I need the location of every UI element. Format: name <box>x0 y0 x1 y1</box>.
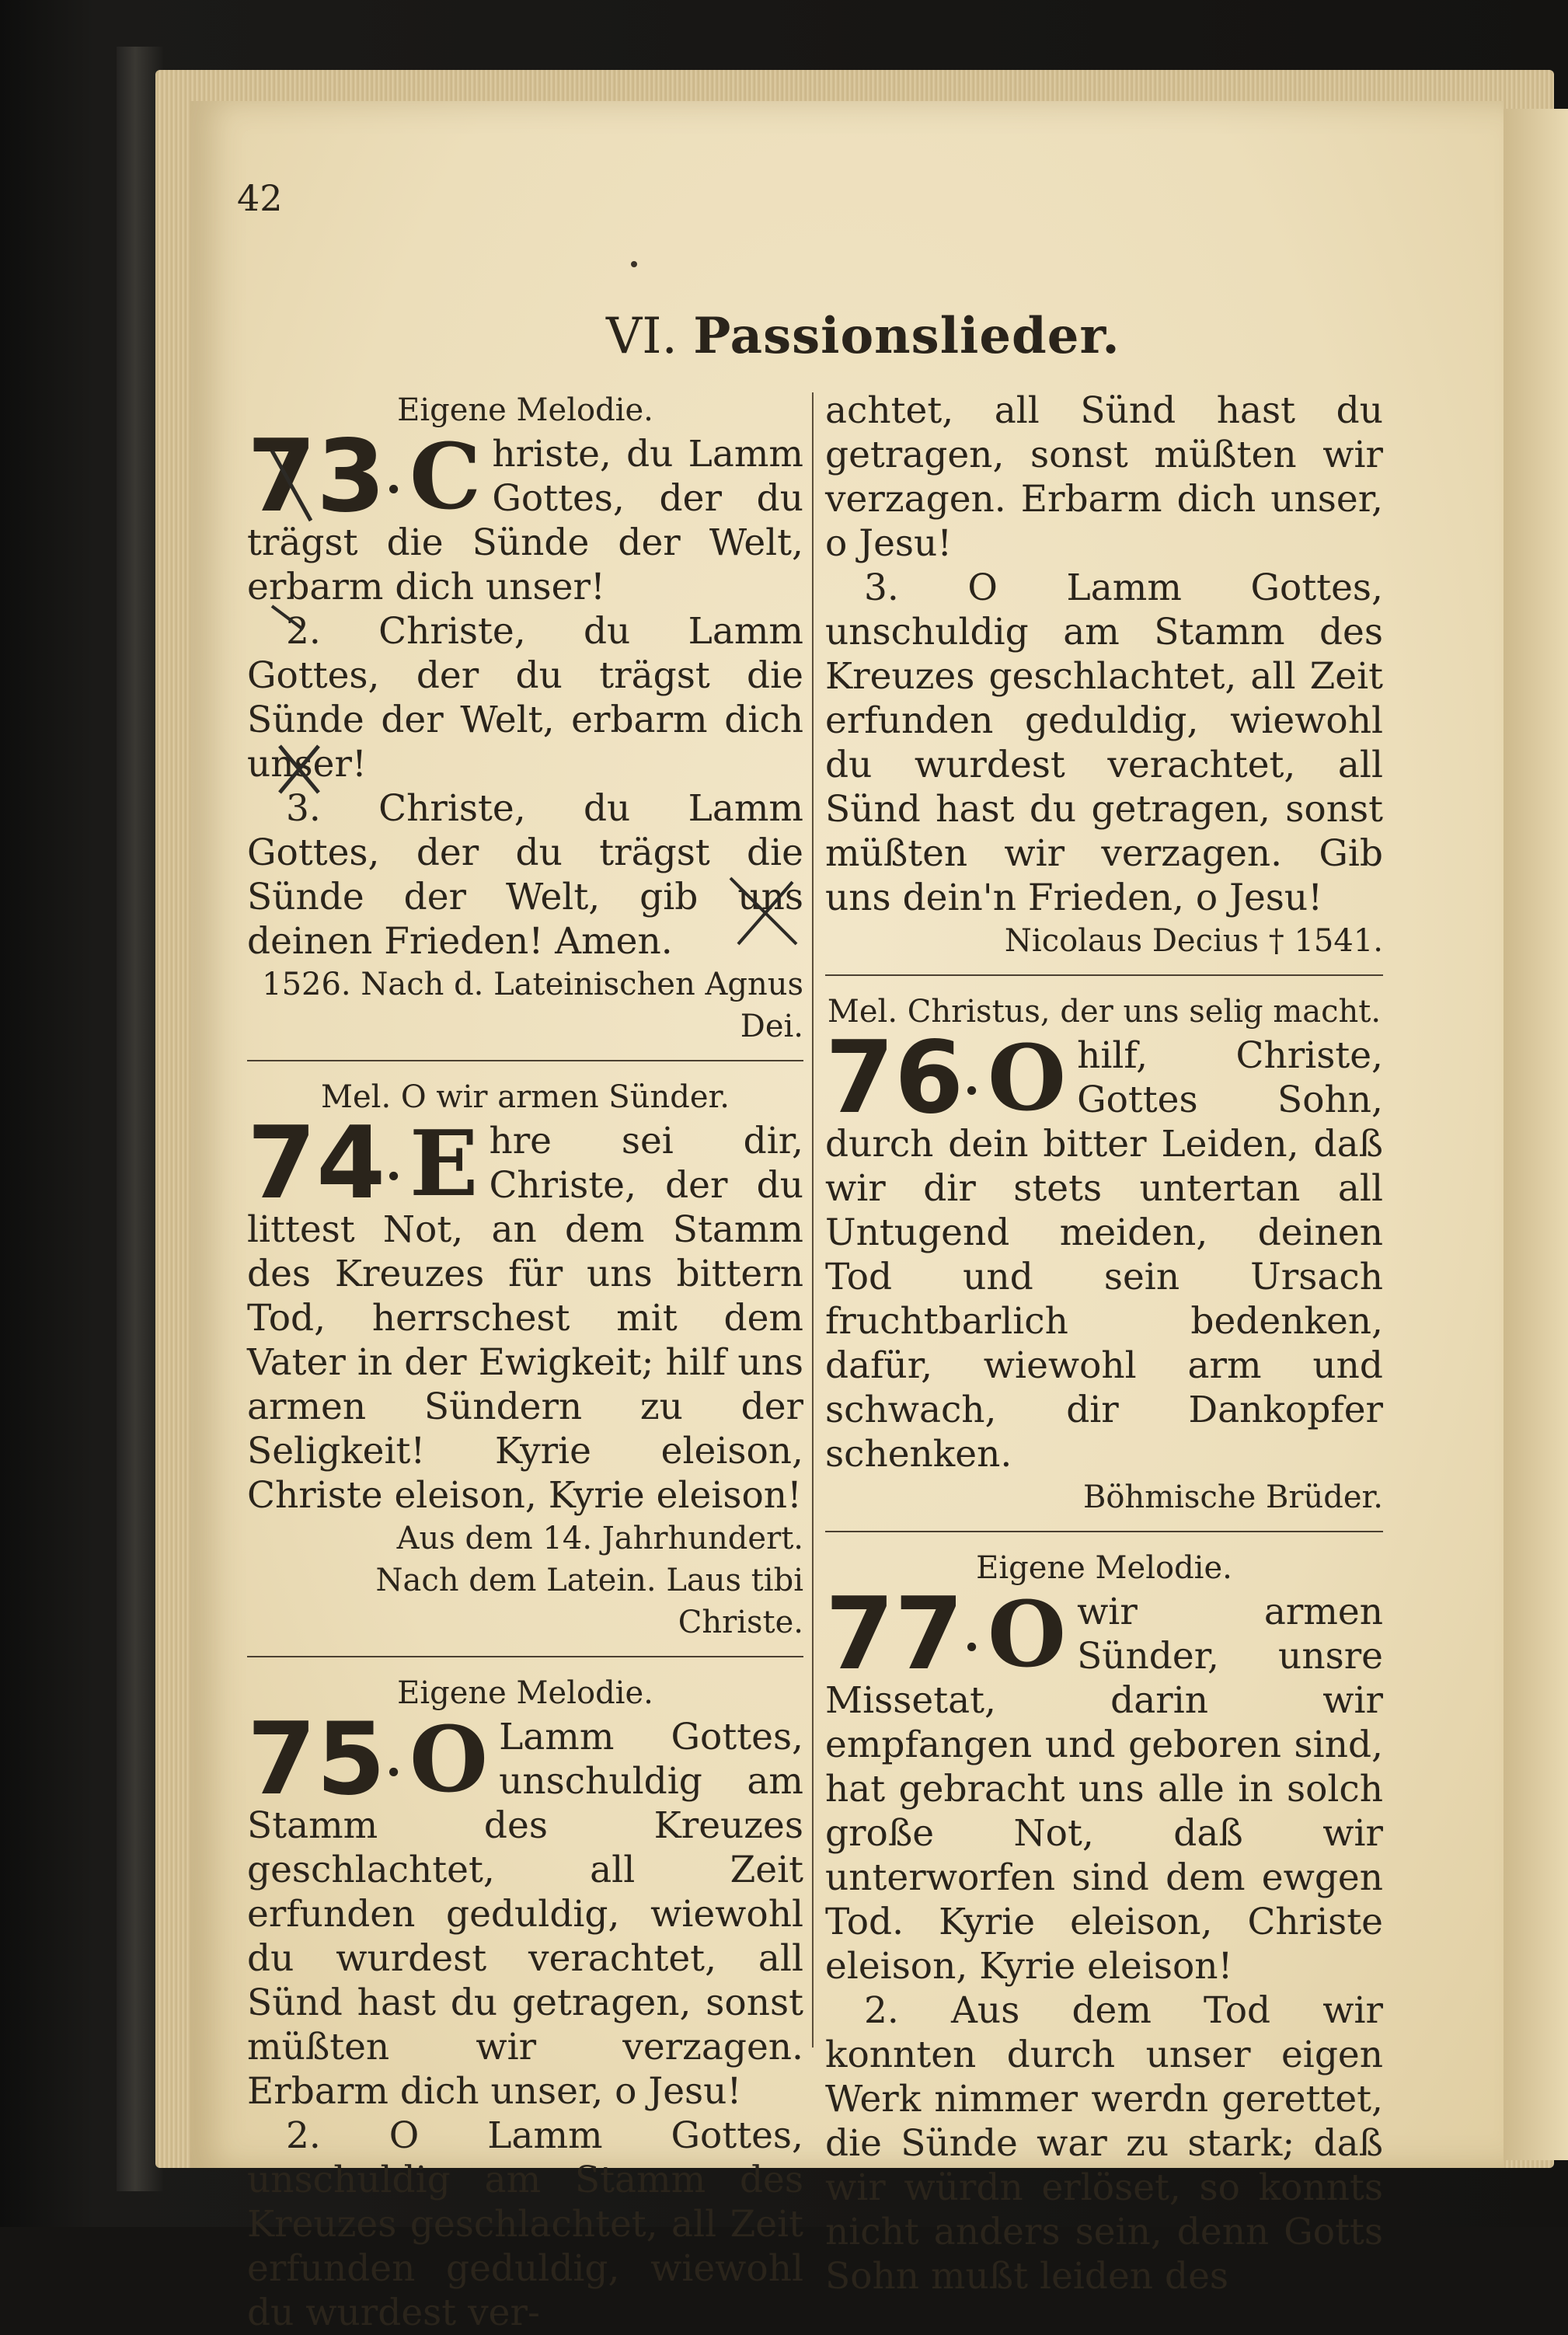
hymn-number-dot: . <box>963 1051 981 1106</box>
hymn-number: 77 <box>825 1577 964 1692</box>
hymn-text: hriste, du Lamm Gottes, der du trägst die Sünde der Welt, erbarm dich unser! <box>247 433 803 608</box>
verse-2: 2. Aus dem Tod wir konnten durch unser eigen Werk nimmer werdn gerettet, die Sünde war zu stark; daß wir würdn erlöset, so konnts nicht anders sein, denn Gotts Sohn mußt leiden des <box>825 1989 1383 2298</box>
melody-line: Eigene Melodie. <box>397 392 653 428</box>
hymn-number-block <box>825 1020 1067 1136</box>
hymn-77 <box>825 1546 1383 2298</box>
section-rule <box>247 1060 803 1061</box>
hymn-text: Lamm Gottes, unschuldig am Stamm des Kreuzes geschlachtet, all Zeit erfunden geduldig, wiewohl du wurdest verachtet, all Sünd hast du getragen, sonst müßten wir verzagen. Erbarm dich unser, o Jesu! <box>247 1716 803 2113</box>
hymn-number-dot: . <box>963 1608 981 1662</box>
drop-cap: O <box>409 1707 489 1813</box>
hymn-76 <box>825 990 1383 1518</box>
attribution: 1526. Nach d. Lateinischen Agnus Dei. <box>262 967 803 1044</box>
section-title <box>606 307 1120 365</box>
drop-cap: O <box>988 1026 1067 1131</box>
right-column <box>825 389 1383 2298</box>
section-rule <box>825 974 1383 976</box>
hymn-number-block <box>247 1106 479 1222</box>
melody-line: Mel. O wir armen Sünder. <box>321 1079 730 1115</box>
pencil-cross-mark <box>723 870 808 956</box>
drop-cap: E <box>409 1111 479 1217</box>
pencil-strike-marks <box>256 435 350 839</box>
drop-cap: C <box>409 424 482 530</box>
column-divider <box>812 392 814 2047</box>
hymn-number: 73 <box>247 419 386 535</box>
hymn-74 <box>247 1075 803 1643</box>
hymn-number-dot: . <box>385 450 402 504</box>
drop-cap: O <box>988 1582 1067 1688</box>
verse-2-start: 2. O Lamm Gottes, unschuldig am Stamm des Kreuzes geschlachtet, all Zeit erfunden geduldig, wiewohl du wurdest ver- <box>247 2114 803 2334</box>
hymn-text: hre sei dir, Christe, der du littest Not, an dem Stamm des Kreuzes für uns bittern Tod, herrschest mit dem Vater in der Ewigkeit; hilf uns armen Sündern zu der Seligkeit! Kyrie eleison, Christe eleison, Kyrie eleison! <box>247 1120 803 1517</box>
melody-line: Mel. Christus, der uns selig macht. <box>827 994 1382 1030</box>
page-number: 42 <box>237 177 283 219</box>
attribution: Nach dem Latein. Laus tibi Christe. <box>375 1563 803 1640</box>
hymn-text: hilf, Christe, Gottes Sohn, durch dein bitter Leiden, daß wir dir stets untertan all Untugend meiden, deinen Tod und sein Ursach fruchtbarlich bedenken, dafür, wiewohl arm und schwach, dir Dankopfer schenken. <box>825 1034 1383 1476</box>
hymn-75 <box>247 1671 803 2335</box>
verse-3: 3. Christe, du Lamm Gottes, der du trägst die Sünde der Welt, gib uns deinen Frieden! Amen. <box>247 787 803 963</box>
melody-line: Eigene Melodie. <box>976 1550 1232 1586</box>
section-roman: VI. <box>606 308 678 365</box>
hymn-text: wir armen Sünder, unsre Missetat, darin wir empfangen und geboren sind, hat gebracht uns alle in solch große Not, daß wir unterworfen sind dem ewgen Tod. Kyrie eleison, Christe eleison, Kyrie eleison! <box>825 1591 1383 1988</box>
hymn-number: 76 <box>825 1020 964 1136</box>
verse-2-continued: achtet, all Sünd hast du getragen, sonst müßten wir verzagen. Erbarm dich unser, o Jesu! <box>825 389 1383 565</box>
hymn-number-dot: . <box>385 1137 402 1191</box>
ink-dot <box>631 261 637 267</box>
attribution: Nicolaus Decius † 1541. <box>1004 923 1383 959</box>
hymn-number-dot: . <box>385 1733 402 1787</box>
section-rule <box>825 1531 1383 1532</box>
hymn-number-block <box>247 1702 489 1817</box>
hymn-number-block <box>825 1577 1067 1692</box>
verse-2: 2. Christe, du Lamm Gottes, der du trägst die Sünde der Welt, erbarm dich unser! <box>247 610 803 786</box>
next-page-edge <box>1504 109 1568 2160</box>
section-name: Passionslieder. <box>693 307 1120 365</box>
hymn-number: 74 <box>247 1106 386 1222</box>
melody-line: Eigene Melodie. <box>397 1675 653 1711</box>
verse-3: 3. O Lamm Gottes, unschuldig am Stamm des Kreuzes geschlachtet, all Zeit erfunden geduldig, wiewohl du wurdest verachtet, all Sünd hast du getragen, sonst müßten wir verzagen. Gib uns dein'n Frieden, o Jesu! <box>825 566 1383 919</box>
hymn-number: 75 <box>247 1702 386 1817</box>
section-rule <box>247 1656 803 1657</box>
attribution: Böhmische Brüder. <box>1082 1479 1383 1515</box>
attribution: Aus dem 14. Jahrhundert. <box>396 1521 803 1556</box>
